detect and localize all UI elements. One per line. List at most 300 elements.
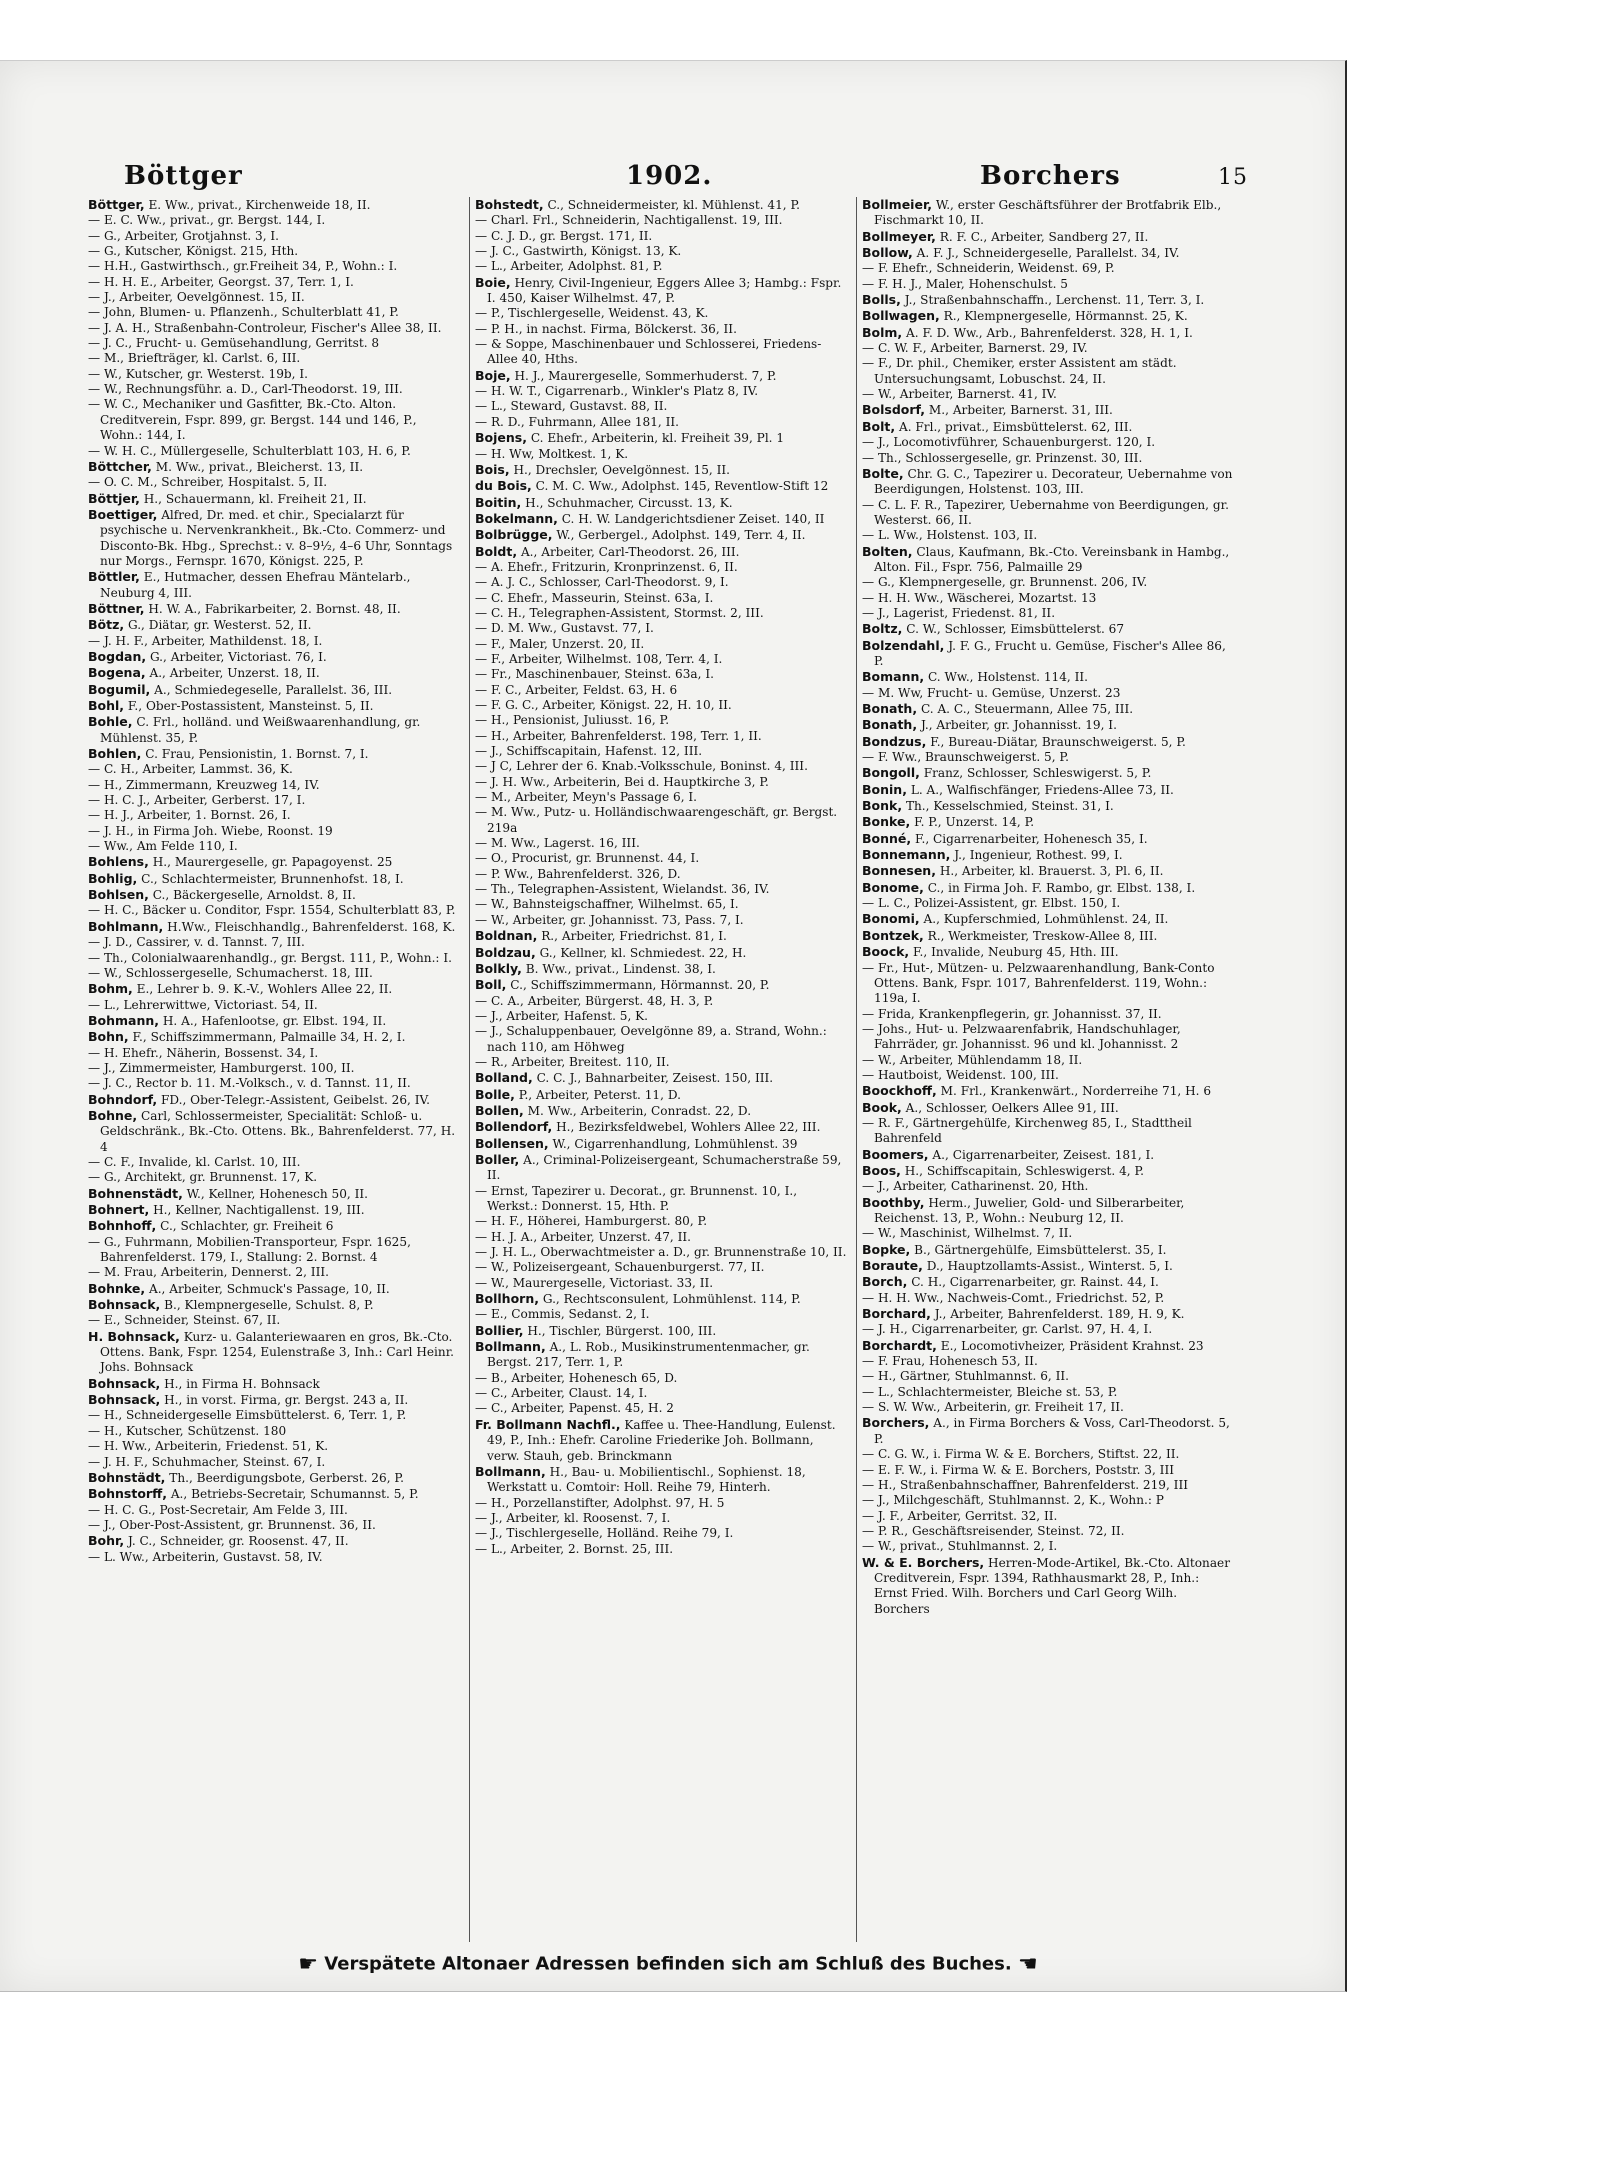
directory-entry <box>88 998 462 1013</box>
entry-surname: Bohnsack, <box>88 1375 161 1391</box>
entry-surname: Bonath, <box>862 701 918 716</box>
entry-details: — H., Straßenbahnschaffner, Bahrenfelderst. 219, III <box>862 1477 1189 1492</box>
directory-entry <box>88 382 462 397</box>
directory-entry <box>88 1061 462 1076</box>
entry-details: — C. L. F. R., Tapezirer, Uebernahme von Beerdigungen, gr. Westerst. 66, II. <box>862 497 1229 527</box>
directory-entry <box>475 478 849 494</box>
directory-entry <box>862 1338 1236 1354</box>
entry-details: G., Kellner, kl. Schmiedest. 22, H. <box>539 945 747 960</box>
directory-entry <box>475 1339 849 1371</box>
directory-entry <box>862 798 1236 814</box>
directory-entry <box>862 1539 1236 1554</box>
entry-surname: Bondzus, <box>862 733 927 749</box>
entry-details: Kaffee u. Thee-Handlung, Eulenst. 49, P., Inh.: Ehefr. Caroline Friederike Joh. Bollmann, verw. Stauh, geb. Brinckmann <box>487 1417 836 1463</box>
directory-entry <box>862 1068 1236 1083</box>
directory-entry <box>475 306 849 321</box>
entry-details: C., in Firma Joh. F. Rambo, gr. Elbst. 138, I. <box>927 880 1196 895</box>
entry-details: — H., Porzellanstifter, Adolphst. 97, H. 5 <box>475 1495 725 1510</box>
entry-surname: Bolte, <box>862 465 904 481</box>
directory-entry <box>862 1100 1236 1116</box>
directory-entry <box>88 1235 462 1266</box>
directory-entry <box>475 399 849 414</box>
entry-details: — Johs., Hut- u. Pelzwaarenfabrik, Handschuhlager, Fahrräder, gr. Johannisst. 96 und kl. Johannisst. 2 <box>862 1021 1181 1052</box>
entry-surname: W. & E. Borchers, <box>862 1554 985 1570</box>
entry-surname: Bohnert, <box>88 1202 150 1217</box>
entry-details: — C. F., Invalide, kl. Carlst. 10, III. <box>88 1154 301 1169</box>
directory-entry <box>475 1542 849 1557</box>
directory-entry <box>88 475 462 490</box>
entry-details: — L., Schlachtermeister, Bleiche st. 53, P. <box>862 1384 1118 1399</box>
entry-details: H., in vorst. Firma, gr. Bergst. 243 a, II. <box>164 1393 409 1408</box>
entry-surname: Bollen, <box>475 1102 524 1118</box>
entry-details: F., Bureau-Diätar, Braunschweigerst. 5, P. <box>930 734 1186 749</box>
directory-entry <box>475 337 849 368</box>
entry-details: F., Invalide, Neuburg 45, Hth. III. <box>913 945 1119 960</box>
entry-surname: Bolls, <box>862 292 901 308</box>
directory-entry <box>475 1401 849 1416</box>
directory-entry <box>88 951 462 966</box>
entry-details: — M. Ww., Putz- u. Holländischwaarengeschäft, gr. Bergst. 219a <box>475 805 838 835</box>
directory-entry <box>88 871 462 887</box>
directory-entry <box>475 1371 849 1386</box>
directory-entry <box>862 1524 1236 1539</box>
entry-details: — Hautboist, Weidenst. 100, III. <box>862 1067 1059 1082</box>
entry-surname: Bohstedt, <box>475 197 544 212</box>
directory-entry <box>88 1170 462 1185</box>
directory-entry <box>88 444 462 459</box>
directory-entry <box>475 867 849 882</box>
entry-details: — J., Locomotivführer, Schauenburgerst. 120, I. <box>862 435 1156 450</box>
directory-entry <box>862 1385 1236 1400</box>
directory-entry <box>862 911 1236 927</box>
entry-surname: Borchardt, <box>862 1337 937 1353</box>
directory-entry <box>862 1306 1236 1322</box>
entry-details: — Ernst, Tapezirer u. Decorat., gr. Brunnenst. 10, I., Werkst.: Donnerst. 15, Hth. P. <box>475 1183 798 1213</box>
entry-details: A., L. Rob., Musikinstrumentenmacher, gr. Bergst. 217, Terr. 1, P. <box>487 1340 810 1370</box>
entry-details: H.Ww., Fleischhandlg., Bahrenfelderst. 168, K. <box>167 919 456 934</box>
directory-entry <box>862 750 1236 765</box>
entry-surname: du Bois, <box>475 478 532 494</box>
directory-entry <box>88 1518 462 1533</box>
directory-entry <box>862 1400 1236 1415</box>
entry-surname: Bohnsack, <box>88 1297 161 1313</box>
directory-entry <box>862 466 1236 498</box>
entry-details: — L. Ww., Holstenst. 103, II. <box>862 528 1038 543</box>
entry-details: J., Arbeiter, gr. Johannisst. 19, I. <box>920 718 1117 733</box>
directory-entry <box>475 977 849 993</box>
directory-entry <box>475 1103 849 1119</box>
entry-details: — W., Bahnsteigschaffner, Wilhelmst. 65, I. <box>475 897 739 912</box>
entry-details: — C. H., Arbeiter, Lammst. 36, K. <box>88 762 293 777</box>
entry-surname: Bolten, <box>862 543 913 559</box>
entry-details: — L., Arbeiter, Adolphst. 81, P. <box>475 259 663 274</box>
directory-entry <box>88 1046 462 1061</box>
entry-details: — Charl. Frl., Schneiderin, Nachtigallenst. 19, III. <box>475 213 783 228</box>
entry-details: — Th., Schlossergeselle, gr. Prinzenst. 30, III. <box>862 450 1143 465</box>
directory-entry <box>88 1392 462 1408</box>
entry-details: — W., Kutscher, gr. Westerst. 19b, I. <box>88 366 308 381</box>
entry-details: — Th., Telegraphen-Assistent, Wielandst. 36, IV. <box>475 882 770 897</box>
entry-details: E., Hutmacher, dessen Ehefrau Mäntelarb., Neuburg 4, III. <box>100 570 411 600</box>
entry-details: — J., Arbeiter, Hafenst. 5, K. <box>475 1008 649 1023</box>
entry-surname: Bopke, <box>862 1241 911 1257</box>
entry-details: — F. H. J., Maler, Hohenschulst. 5 <box>862 276 1069 291</box>
directory-entry <box>475 1136 849 1152</box>
entry-details: E., Locomotivheizer, Präsident Krahnst. 23 <box>940 1338 1204 1353</box>
entry-surname: Böttger, <box>88 197 145 212</box>
directory-entry <box>862 1022 1236 1053</box>
directory-entry <box>88 887 462 903</box>
directory-entry <box>862 928 1236 944</box>
directory-entry <box>862 1007 1236 1022</box>
entry-surname: Böttler, <box>88 569 140 585</box>
entry-surname: Böttcher, <box>88 458 152 474</box>
directory-entry <box>862 356 1236 387</box>
directory-entry <box>862 1083 1236 1099</box>
entry-details: — H., Schneidergeselle Eimsbüttelerst. 6, Terr. 1, P. <box>88 1408 407 1423</box>
directory-entry <box>88 854 462 870</box>
directory-entry <box>475 197 849 213</box>
entry-details: — Frida, Krankenpflegerin, gr. Johannisst. 37, II. <box>862 1006 1162 1021</box>
directory-entry <box>88 213 462 228</box>
entry-details: — A. Ehefr., Fritzurin, Kronprinzenst. 6, II. <box>475 559 738 574</box>
directory-column-1 <box>88 197 462 1942</box>
directory-entry <box>862 1179 1236 1194</box>
entry-details: C., Schlachter, gr. Freiheit 6 <box>160 1219 334 1234</box>
directory-entry <box>862 701 1236 717</box>
entry-surname: Boos, <box>862 1162 901 1178</box>
entry-details: — C., Arbeiter, Claust. 14, I. <box>475 1386 648 1401</box>
entry-surname: Boll, <box>475 977 507 993</box>
directory-entry <box>475 495 849 511</box>
entry-details: — R. F., Gärtnergehülfe, Kirchenweg 85, I., Stadttheil Bahrenfeld <box>862 1115 1192 1146</box>
entry-surname: Bollendorf, <box>475 1119 553 1135</box>
directory-entry <box>88 824 462 839</box>
entry-details: J., Ingenieur, Rothest. 99, I. <box>954 848 1123 863</box>
entry-details: — J. C., Rector b. 11. M.-Volksch., v. d. Tannst. 11, II. <box>88 1076 411 1091</box>
entry-details: Th., Beerdigungsbote, Gerberst. 26, P. <box>169 1470 404 1485</box>
header-year: 1902. <box>626 161 713 191</box>
entry-details: — J. H., in Firma Joh. Wiebe, Roonst. 19 <box>88 823 333 838</box>
directory-entry <box>862 1274 1236 1290</box>
directory-entry <box>862 292 1236 308</box>
directory-entry <box>88 507 462 569</box>
entry-surname: Boller, <box>475 1151 520 1167</box>
entry-details: W., Gerbergel., Adolphst. 149, Terr. 4, II. <box>556 528 806 543</box>
directory-entry <box>88 569 462 601</box>
directory-entry <box>862 831 1236 847</box>
directory-entry <box>88 714 462 746</box>
entry-details: — & Soppe, Maschinenbauer und Schlosserei, Friedens-Allee 40, Hths. <box>475 337 822 367</box>
directory-entry <box>475 213 849 228</box>
directory-entry <box>862 1147 1236 1163</box>
entry-surname: Bolbrügge, <box>475 527 553 543</box>
entry-details: H., Bezirksfeldwebel, Wohlers Allee 22, III. <box>556 1120 821 1135</box>
directory-entry <box>862 1493 1236 1508</box>
directory-entry <box>88 1455 462 1470</box>
directory-entry <box>475 1024 849 1055</box>
entry-surname: Bollier, <box>475 1322 524 1338</box>
entry-details: — L., Arbeiter, 2. Bornst. 25, III. <box>475 1541 674 1556</box>
directory-entry <box>88 762 462 777</box>
entry-details: — F. Ww., Braunschweigerst. 5, P. <box>862 750 1069 765</box>
directory-entry <box>862 961 1236 1007</box>
entry-surname: Bötz, <box>88 617 125 633</box>
directory-entry <box>88 903 462 918</box>
entry-surname: Bohm, <box>88 981 133 997</box>
directory-entry <box>862 734 1236 750</box>
directory-entry <box>88 351 462 366</box>
directory-entry <box>475 759 849 774</box>
entry-details: H. A., Hafenlootse, gr. Elbst. 194, II. <box>162 1013 387 1028</box>
directory-entry <box>475 945 849 961</box>
column-divider <box>469 197 470 1942</box>
entry-details: — F. G. C., Arbeiter, Königst. 22, H. 10, II. <box>475 698 732 712</box>
directory-entry <box>88 601 462 617</box>
entry-details: — J. A. H., Straßenbahn-Controleur, Fischer's Allee 38, II. <box>88 320 442 335</box>
directory-entry <box>88 336 462 351</box>
entry-details: — H., Pensionist, Juliusst. 16, P. <box>475 713 670 728</box>
directory-entry <box>475 1511 849 1526</box>
directory-entry <box>862 814 1236 830</box>
entry-details: — H., Gärtner, Stuhlmannst. 6, II. <box>862 1369 1069 1384</box>
directory-entry <box>475 368 849 384</box>
directory-entry <box>88 808 462 823</box>
entry-surname: Bohlig, <box>88 870 138 886</box>
entry-details: — L., Steward, Gustavst. 88, II. <box>475 399 668 414</box>
entry-surname: Fr. Bollmann Nachfl., <box>475 1416 621 1432</box>
entry-details: C. H., Cigarrenarbeiter, gr. Rainst. 44, I. <box>911 1275 1159 1290</box>
directory-entry <box>475 1386 849 1401</box>
entry-surname: Bohl, <box>88 698 125 713</box>
entry-details: — P., Tischlergeselle, Weidenst. 43, K. <box>475 306 709 321</box>
entry-surname: Böttjer, <box>88 490 140 506</box>
entry-surname: Boitin, <box>475 494 522 510</box>
directory-entry <box>862 606 1236 621</box>
entry-details: — John, Blumen- u. Pflanzenh., Schulterblatt 41, P. <box>88 305 399 320</box>
entry-details: W., Kellner, Hohenesch 50, II. <box>186 1186 369 1201</box>
directory-entry <box>862 528 1236 543</box>
entry-details: Henry, Civil-Ingenieur, Eggers Allee 3; Hambg.: Fspr. I. 450, Kaiser Wilhelmst. 47, P. <box>487 275 842 306</box>
directory-entry <box>475 1464 849 1496</box>
entry-details: — M. Ww., Lagerst. 16, III. <box>475 836 640 851</box>
entry-surname: Bois, <box>475 461 510 477</box>
entry-details: — H., Kutscher, Schützenst. 180 <box>88 1423 287 1438</box>
entry-details: — G., Fuhrmann, Mobilien-Transporteur, Fspr. 1625, Bahrenfelderst. 179, I., Stallung: 2. Bornst. 4 <box>88 1234 411 1265</box>
entry-details: — J. H., Cigarrenarbeiter, gr. Carlst. 97, H. 4, I. <box>862 1322 1153 1337</box>
directory-entry <box>475 729 849 744</box>
entry-details: E. Ww., privat., Kirchenweide 18, II. <box>148 198 371 212</box>
column-divider <box>856 197 857 1942</box>
entry-details: — C. H., Telegraphen-Assistent, Stormst. 2, III. <box>475 605 764 620</box>
entry-details: — H. Ehefr., Näherin, Bossenst. 34, I. <box>88 1045 319 1060</box>
entry-details: — M., Arbeiter, Meyn's Passage 6, I. <box>475 790 698 805</box>
entry-surname: Bohnenstädt, <box>88 1185 183 1201</box>
entry-details: A., Arbeiter, Unzerst. 18, II. <box>149 666 320 681</box>
entry-details: A., Schmiedegeselle, Parallelst. 36, III. <box>154 682 393 697</box>
directory-entry <box>475 790 849 805</box>
entry-surname: Bollmann, <box>475 1463 546 1479</box>
entry-details: G., Diätar, gr. Westerst. 52, II. <box>127 618 312 633</box>
entry-surname: Boltz, <box>862 621 903 637</box>
directory-entry <box>88 981 462 997</box>
entry-details: F., Ober-Postassistent, Mansteinst. 5, II. <box>127 699 374 713</box>
directory-entry <box>88 617 462 633</box>
entry-details: — F., Dr. phil., Chemiker, erster Assistent am städt. Untersuchungsamt, Lobuschst. 24, II. <box>862 356 1177 386</box>
directory-entry <box>88 1533 462 1549</box>
entry-details: Chr. G. C., Tapezirer u. Decorateur, Uebernahme von Beerdigungen, Holstenst. 103, III. <box>874 466 1233 497</box>
entry-details: A., Arbeiter, Schmuck's Passage, 10, II. <box>148 1281 390 1296</box>
entry-details: — G., Klempnergeselle, gr. Brunnenst. 206, IV. <box>862 575 1148 590</box>
directory-entry <box>475 1055 849 1070</box>
directory-entry <box>862 261 1236 276</box>
entry-surname: Bonk, <box>862 798 903 814</box>
entry-details: C., Schiffszimmermann, Hörmannst. 20, P. <box>510 978 770 993</box>
entry-surname: Bolkly, <box>475 960 522 976</box>
directory-entry <box>475 1496 849 1511</box>
entry-details: — W. C., Mechaniker und Gasfitter, Bk.-Cto. Alton. Creditverein, Fspr. 899, gr. Bergst. 144 und 146, P., Wohn.: 144, I. <box>88 397 417 443</box>
entry-details: M., Arbeiter, Barnerst. 31, III. <box>928 403 1113 418</box>
directory-entry <box>88 665 462 681</box>
entry-surname: Bokelmann, <box>475 510 558 526</box>
directory-entry <box>475 1245 849 1260</box>
entry-surname: Borch, <box>862 1274 908 1290</box>
directory-entry <box>88 793 462 808</box>
entry-details: — G., Kutscher, Königst. 215, Hth. <box>88 244 299 259</box>
entry-surname: Bohlmann, <box>88 918 164 934</box>
directory-entry <box>862 1163 1236 1179</box>
entry-surname: Böttner, <box>88 600 145 616</box>
directory-entry <box>862 1354 1236 1369</box>
directory-entry <box>475 1230 849 1245</box>
entry-details: — H. H. Ww., Wäscherei, Mozartst. 13 <box>862 590 1097 605</box>
entry-details: — J. H. L., Oberwachtmeister a. D., gr. Brunnenstraße 10, II. <box>475 1245 847 1260</box>
directory-entry <box>475 606 849 621</box>
entry-details: — J., Tischlergeselle, Holländ. Reihe 79, I. <box>475 1526 734 1541</box>
entry-details: R., Klempnergeselle, Hörmannst. 25, K. <box>943 309 1188 324</box>
entry-details: H., Arbeiter, kl. Brauerst. 3, Pl. 6, II. <box>939 864 1164 879</box>
entry-surname: Bonin, <box>862 781 907 797</box>
entry-details: — J., Lagerist, Friedenst. 81, II. <box>862 605 1056 620</box>
entry-surname: Bogena, <box>88 665 146 681</box>
entry-details: — C. G. W., i. Firma W. & E. Borchers, Stiftst. 22, II. <box>862 1447 1180 1462</box>
directory-entry <box>88 244 462 259</box>
entry-details: A. F. J., Schneidergeselle, Parallelst. 34, IV. <box>916 246 1180 261</box>
entry-details: — M. Ww, Frucht- u. Gemüse, Unzerst. 23 <box>862 685 1121 700</box>
entry-details: H., Tischler, Bürgerst. 100, III. <box>527 1323 717 1338</box>
directory-entry <box>862 575 1236 590</box>
entry-details: F., Cigarrenarbeiter, Hohenesch 35, I. <box>915 831 1148 846</box>
entry-details: — H. W. T., Cigarrenarb., Winkler's Platz 8, IV. <box>475 384 759 399</box>
directory-entry <box>862 621 1236 637</box>
entry-details: F., Schiffszimmermann, Palmaille 34, H. 2, I. <box>132 1030 406 1045</box>
directory-entry <box>475 1119 849 1135</box>
entry-details: — M., Briefträger, kl. Carlst. 6, III. <box>88 351 301 366</box>
entry-details: — J. C., Gastwirth, Königst. 13, K. <box>475 244 682 259</box>
entry-details: — J C, Lehrer der 6. Knab.-Volksschule, Boninst. 4, III. <box>475 759 808 774</box>
entry-details: — J. F., Arbeiter, Gerritst. 32, II. <box>862 1508 1058 1523</box>
directory-entry <box>862 1195 1236 1227</box>
entry-surname: Bogdan, <box>88 648 147 664</box>
directory-entry <box>88 1503 462 1518</box>
entry-surname: Bolt, <box>862 418 896 434</box>
directory-entry <box>862 1053 1236 1068</box>
entry-details: — O., Procurist, gr. Brunnenst. 44, I. <box>475 851 700 866</box>
entry-surname: Bonnesen, <box>862 863 936 879</box>
entry-details: — J. H. F., Arbeiter, Mathildenst. 18, I. <box>88 633 323 648</box>
entry-details: A. F. D. Ww., Arb., Bahrenfelderst. 328, H. 1, I. <box>906 325 1193 340</box>
entry-details: — F. Ehefr., Schneiderin, Weidenst. 69, P. <box>862 261 1115 276</box>
directory-entry <box>88 1281 462 1297</box>
directory-entry <box>862 638 1236 670</box>
entry-details: — R., Arbeiter, Breitest. 110, II. <box>475 1054 670 1069</box>
entry-details: — H. J. A., Arbeiter, Unzerst. 47, II. <box>475 1229 691 1244</box>
directory-entry <box>88 919 462 935</box>
entry-surname: Bonath, <box>862 717 918 733</box>
directory-entry <box>88 1376 462 1392</box>
entry-details: — W., Arbeiter, Mühlendamm 18, II. <box>862 1052 1083 1067</box>
entry-surname: Boothby, <box>862 1194 925 1210</box>
entry-details: C., Bäckergeselle, Arnoldst. 8, II. <box>152 888 356 903</box>
entry-surname: Bohle, <box>88 714 133 730</box>
entry-details: H., Maurergeselle, gr. Papagoyenst. 25 <box>152 855 393 870</box>
entry-surname: Boldt, <box>475 543 518 559</box>
directory-entry <box>862 669 1236 685</box>
directory-entry <box>475 621 849 636</box>
entry-details: — P. Ww., Bahrenfelderst. 326, D. <box>475 866 681 881</box>
entry-surname: Bolm, <box>862 324 903 340</box>
page-number: 15 <box>1218 165 1248 190</box>
entry-details: B., Klempnergeselle, Schulst. 8, P. <box>164 1298 374 1313</box>
directory-entry <box>88 290 462 305</box>
entry-details: — B., Arbeiter, Hohenesch 65, D. <box>475 1370 678 1385</box>
directory-entry <box>475 851 849 866</box>
entry-surname: Bollwagen, <box>862 308 940 324</box>
entry-surname: Book, <box>862 1099 902 1115</box>
entry-details: — C. Ehefr., Masseurin, Steinst. 63a, I. <box>475 590 714 605</box>
entry-details: — H.H., Gastwirthsch., gr.Freiheit 34, P., Wohn.: I. <box>88 259 398 274</box>
entry-details: Kurz- u. Galanteriewaaren en gros, Bk.-Cto. Ottens. Bank, Fspr. 1254, Eulenstraße 3, Inh.: Carl Heinr. Johs. Bohnsack <box>100 1329 455 1375</box>
directory-entry <box>475 897 849 912</box>
directory-entry <box>862 435 1236 450</box>
directory-entry <box>475 1291 849 1307</box>
directory-entry <box>475 698 849 713</box>
entry-details: — C., Arbeiter, Papenst. 45, H. 2 <box>475 1401 674 1416</box>
directory-column-3 <box>862 197 1236 1942</box>
entry-details: C. Frl., holländ. und Weißwaarenhandlung, gr. Mühlenst. 35, P. <box>100 715 421 745</box>
directory-entry <box>88 649 462 665</box>
directory-entry <box>88 259 462 274</box>
entry-surname: Bohnsack, <box>88 1392 161 1408</box>
entry-details: A., Criminal-Polizeisergeant, Schumacherstraße 59, II. <box>487 1152 842 1183</box>
entry-details: P., Arbeiter, Peterst. 11, D. <box>518 1087 681 1102</box>
entry-details: — H. H. E., Arbeiter, Georgst. 37, Terr. 1, I. <box>88 274 354 289</box>
entry-surname: Bohnke, <box>88 1280 146 1296</box>
entry-surname: Bogumil, <box>88 681 151 697</box>
directory-entry <box>475 1070 849 1086</box>
directory-entry <box>862 245 1236 261</box>
entry-details: — M. Frau, Arbeiterin, Dennerst. 2, III. <box>88 1265 329 1280</box>
entry-surname: Bonnemann, <box>862 847 951 863</box>
entry-surname: Bonke, <box>862 814 911 830</box>
entry-details: J. C., Schneider, gr. Roosenst. 47, II. <box>127 1534 349 1549</box>
scanned-page <box>0 60 1347 1992</box>
entry-details: R., Arbeiter, Friedrichst. 81, I. <box>541 929 727 944</box>
entry-details: — J., Arbeiter, Catharinenst. 20, Hth. <box>862 1179 1089 1194</box>
entry-surname: Bolland, <box>475 1070 533 1086</box>
directory-entry <box>88 1108 462 1155</box>
entry-details: C. H. W. Landgerichtsdiener Zeiset. 140, II <box>561 511 825 526</box>
